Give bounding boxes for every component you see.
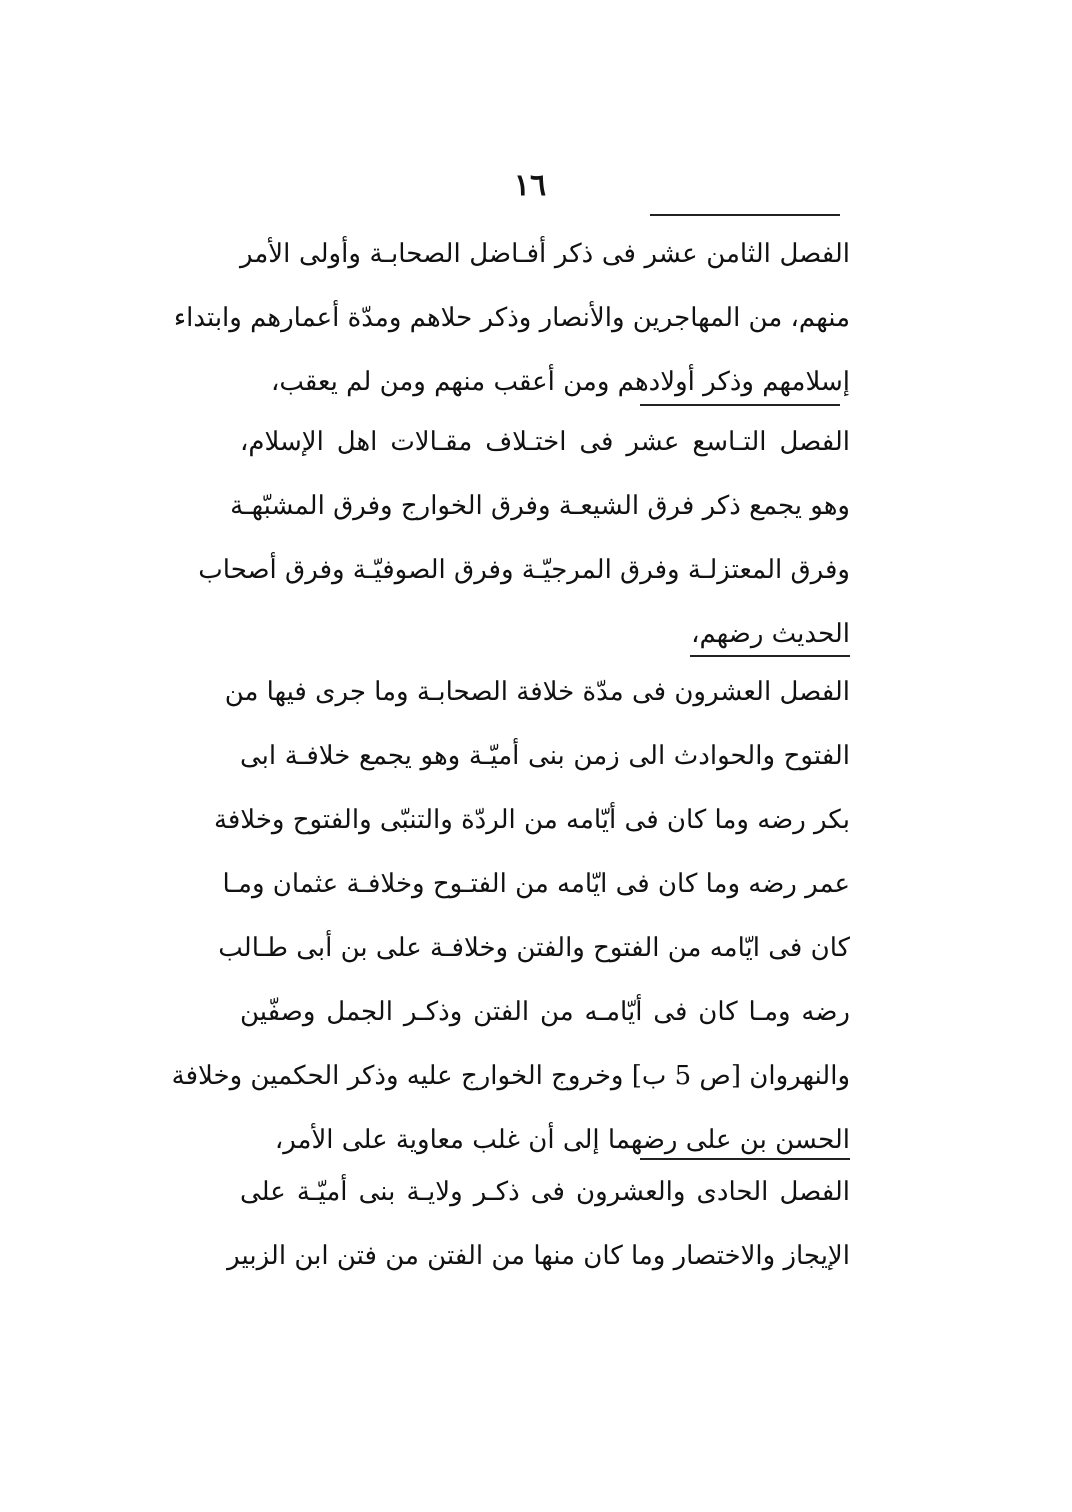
- section-rule: [690, 655, 850, 657]
- text-line: بكر رضه وما كان فى أيّامه من الردّة والتنبّى والفتوح وخلافة: [213, 805, 850, 835]
- chapter-18: [173, 222, 850, 414]
- text-line: الفصل التـاسع عشر فى اختـلاف مقـالات اهل الإسلام،: [240, 427, 850, 457]
- text-line: الإيجاز والاختصار وما كان منها من الفتن من فتن ابن الزبير: [227, 1241, 850, 1271]
- section-rule: [640, 404, 840, 406]
- text-line: الفتوح والحوادث الى زمن بنى أميّـة وهو يجمع خلافـة ابى: [240, 741, 850, 771]
- text-line: والنهروان [ص 5 ب] وخروج الخوارج عليه وذكر الحكمين وخلافة: [171, 1061, 850, 1091]
- page-number: ١٦: [513, 168, 547, 203]
- text-line: إسلامهم وذكر أولادهم ومن أعقب منهم ومن لم يعقب،: [270, 367, 850, 397]
- chapter-20: [171, 660, 850, 1172]
- text-line: عمر رضه وما كان فى ايّامه من الفتـوح وخلافـة عثمان ومـا: [222, 869, 850, 899]
- text-line: الحديث رضهم،: [691, 619, 850, 649]
- text-line: وفرق المعتزلـة وفرق المرجيّـة وفرق الصوفيّـة وفرق أصحاب: [198, 555, 850, 585]
- text-line: رضه ومـا كان فى أيّامـه من الفتن وذكـر الجمل وصفّين: [240, 997, 850, 1027]
- chapter-21: [227, 1160, 850, 1288]
- text-line: وهو يجمع ذكر فرق الشيعـة وفرق الخوارج وفرق المشبّهـة: [230, 491, 850, 521]
- text-line: كان فى ايّامه من الفتوح والفتن وخلافـة على بن أبى طـالب: [218, 933, 850, 963]
- chapter-19: [198, 410, 850, 666]
- text-line: منهم، من المهاجرين والأنصار وذكر حلاهم ومدّة أعمارهم وابتداء: [173, 303, 850, 333]
- text-line: الحسن بن على رضهما إلى أن غلب معاوية على الأمر،: [274, 1125, 850, 1155]
- text-line: الفصل الحادى والعشرون فى ذكـر ولايـة بنى أميّـة على: [240, 1177, 850, 1207]
- text-line: الفصل العشرون فى مدّة خلافة الصحابـة وما جرى فيها من: [224, 677, 850, 707]
- text-line: الفصل الثامن عشر فى ذكر أفـاضل الصحابـة وأولى الأمر: [240, 239, 850, 269]
- top-rule: [650, 214, 840, 216]
